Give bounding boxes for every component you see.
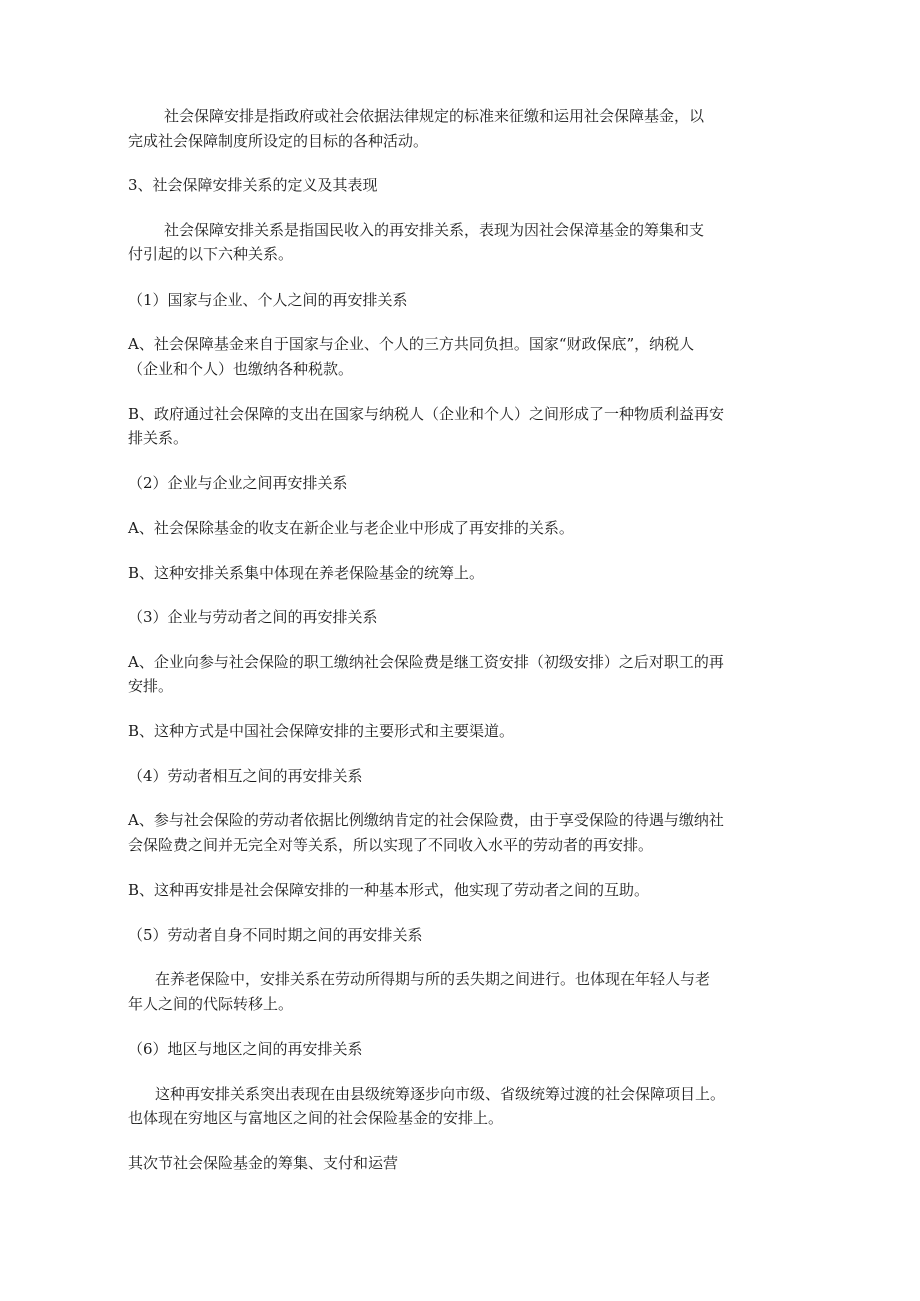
paragraph-line: 也体现在穷地区与富地区之间的社会保险基金的安排上。	[128, 1109, 504, 1127]
paragraph-line: B、这种再安排是社会保障安排的一种基本形式，他实现了劳动者之间的互助。	[128, 881, 650, 899]
paragraph-line: B、这种安排关系集中体现在养老保险基金的统筹上。	[128, 564, 485, 582]
paragraph-line: 安排。	[128, 677, 174, 695]
subsection-heading: （6）地区与地区之间的再安排关系	[128, 1040, 363, 1058]
paragraph-line: 社会保障安排关系是指国民收入的再安排关系，表现为因社会保漳基金的筹集和支	[164, 221, 705, 239]
paragraph-line: 这种再安排关系突出表现在由县级统筹逐步向市级、省级统筹过渡的社会保障项目上。	[155, 1085, 726, 1103]
subsection-heading: （5）劳动者自身不同时期之间的再安排关系	[128, 926, 423, 944]
paragraph-line: B、这种方式是中国社会保障安排的主要形式和主要渠道。	[128, 722, 515, 740]
paragraph-line: 在养老保险中，安排关系在劳动所得期与所的丢失期之间进行。也体现在年轻人与老	[155, 970, 711, 988]
subsection-heading: （4）劳动者相互之间的再安排关系	[128, 767, 363, 785]
paragraph-line: 社会保障安排是指政府或社会依据法律规定的标准来征缴和运用社会保障基金，以	[164, 107, 705, 125]
subsection-heading: （3）企业与劳动者之间的再安排关系	[128, 608, 378, 626]
paragraph-line: （企业和个人）也缴纳各种税款。	[128, 360, 354, 378]
paragraph-line: 付引起的以下六种关系。	[128, 245, 294, 263]
subsection-heading: （2）企业与企业之间再安排关系	[128, 474, 348, 492]
paragraph-line: 排关系。	[128, 429, 189, 447]
section-heading: 3、社会保障安排关系的定义及其表现	[128, 176, 378, 194]
paragraph-line: 会保险费之间并无完全对等关系，所以实现了不同收入水平的劳动者的再安排。	[128, 836, 654, 854]
paragraph-line: A、社会保除基金的收支在新企业与老企业中形成了再安排的关系。	[128, 519, 574, 537]
paragraph-line: 年人之间的代际转移上。	[128, 995, 294, 1013]
section-heading: 其次节社会保险基金的筹集、支付和运营	[128, 1154, 399, 1172]
paragraph-line: A、社会保障基金来自于国家与企业、个人的三方共同负担。国家“财政保底”，纳税人	[128, 335, 695, 353]
paragraph-line: A、参与社会保险的劳动者依据比例缴纳肯定的社会保险费，由于享受保险的待遇与缴纳社	[128, 811, 724, 829]
paragraph-line: 完成社会保障制度所设定的目标的各种活动。	[128, 132, 429, 150]
paragraph-line: B、政府通过社会保障的支出在国家与纳税人（企业和个人）之间形成了一种物质利益再安	[128, 405, 725, 423]
subsection-heading: （1）国家与企业、个人之间的再安排关系	[128, 291, 408, 309]
paragraph-line: A、企业向参与社会保险的职工缴纳社会保险费是继工资安排（初级安排）之后对职工的再	[128, 653, 724, 671]
